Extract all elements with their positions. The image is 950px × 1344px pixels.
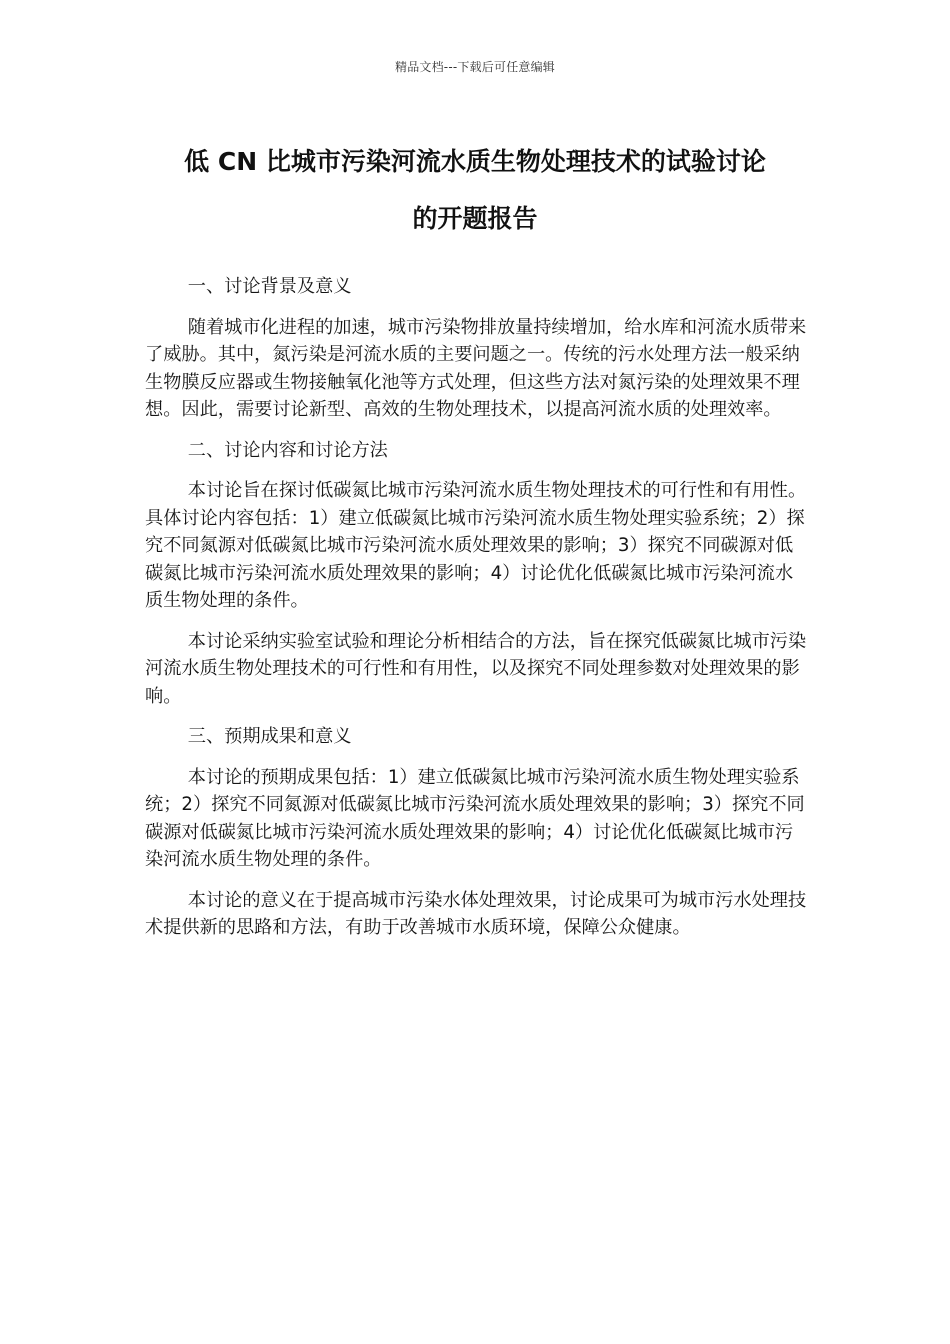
title-line-1: 低 CN 比城市污染河流水质生物处理技术的试验讨论 (184, 147, 766, 176)
paragraph-content: 本讨论旨在探讨低碳氮比城市污染河流水质生物处理技术的可行性和有用性。具体讨论内容包括：1）建立低碳氮比城市污染河流水质生物处理实验系统；2）探究不同氮源对低碳氮比城市污染河流水质处理效果的影响；3）探究不同碳源对低碳氮比城市污染河流水质处理效果的影响；4）讨论优化低碳氮比城市污染河流水质生物处理的条件。 (145, 480, 807, 611)
section-heading-background: 一、讨论背景及意义 (187, 276, 352, 297)
page-title (125, 133, 825, 247)
section-heading-content-method: 二、讨论内容和讨论方法 (187, 439, 388, 461)
title-line-2: 的开题报告 (412, 204, 538, 233)
section-heading-expected-results: 三、预期成果和意义 (187, 726, 352, 747)
document-body (145, 273, 811, 955)
header-note: 精品文档---下载后可任意编辑 (395, 60, 555, 74)
paragraph-expected-results: 本讨论的预期成果包括：1）建立低碳氮比城市污染河流水质生物处理实验系统；2）探究不同氮源对低碳氮比城市污染河流水质处理效果的影响；3）探究不同碳源对低碳氮比城市污染河流水质处理效果的影响；4）讨论优化低碳氮比城市污染河流水质生物处理的条件。 (145, 766, 805, 870)
paragraph-method: 本讨论采纳实验室试验和理论分析相结合的方法，旨在探究低碳氮比城市污染河流水质生物处理技术的可行性和有用性，以及探究不同处理参数对处理效果的影响。 (145, 630, 807, 707)
paragraph-significance: 本讨论的意义在于提高城市污染水体处理效果，讨论成果可为城市污水处理技术提供新的思路和方法，有助于改善城市水质环境，保障公众健康。 (145, 889, 807, 938)
paragraph-background: 随着城市化进程的加速，城市污染物排放量持续增加，给水库和河流水质带来了威胁。其中，氮污染是河流水质的主要问题之一。传统的污水处理方法一般采纳生物膜反应器或生物接触氧化池等方式处理，但这些方法对氮污染的处理效果不理想。因此，需要讨论新型、高效的生物处理技术，以提高河流水质的处理效率。 (145, 316, 807, 420)
